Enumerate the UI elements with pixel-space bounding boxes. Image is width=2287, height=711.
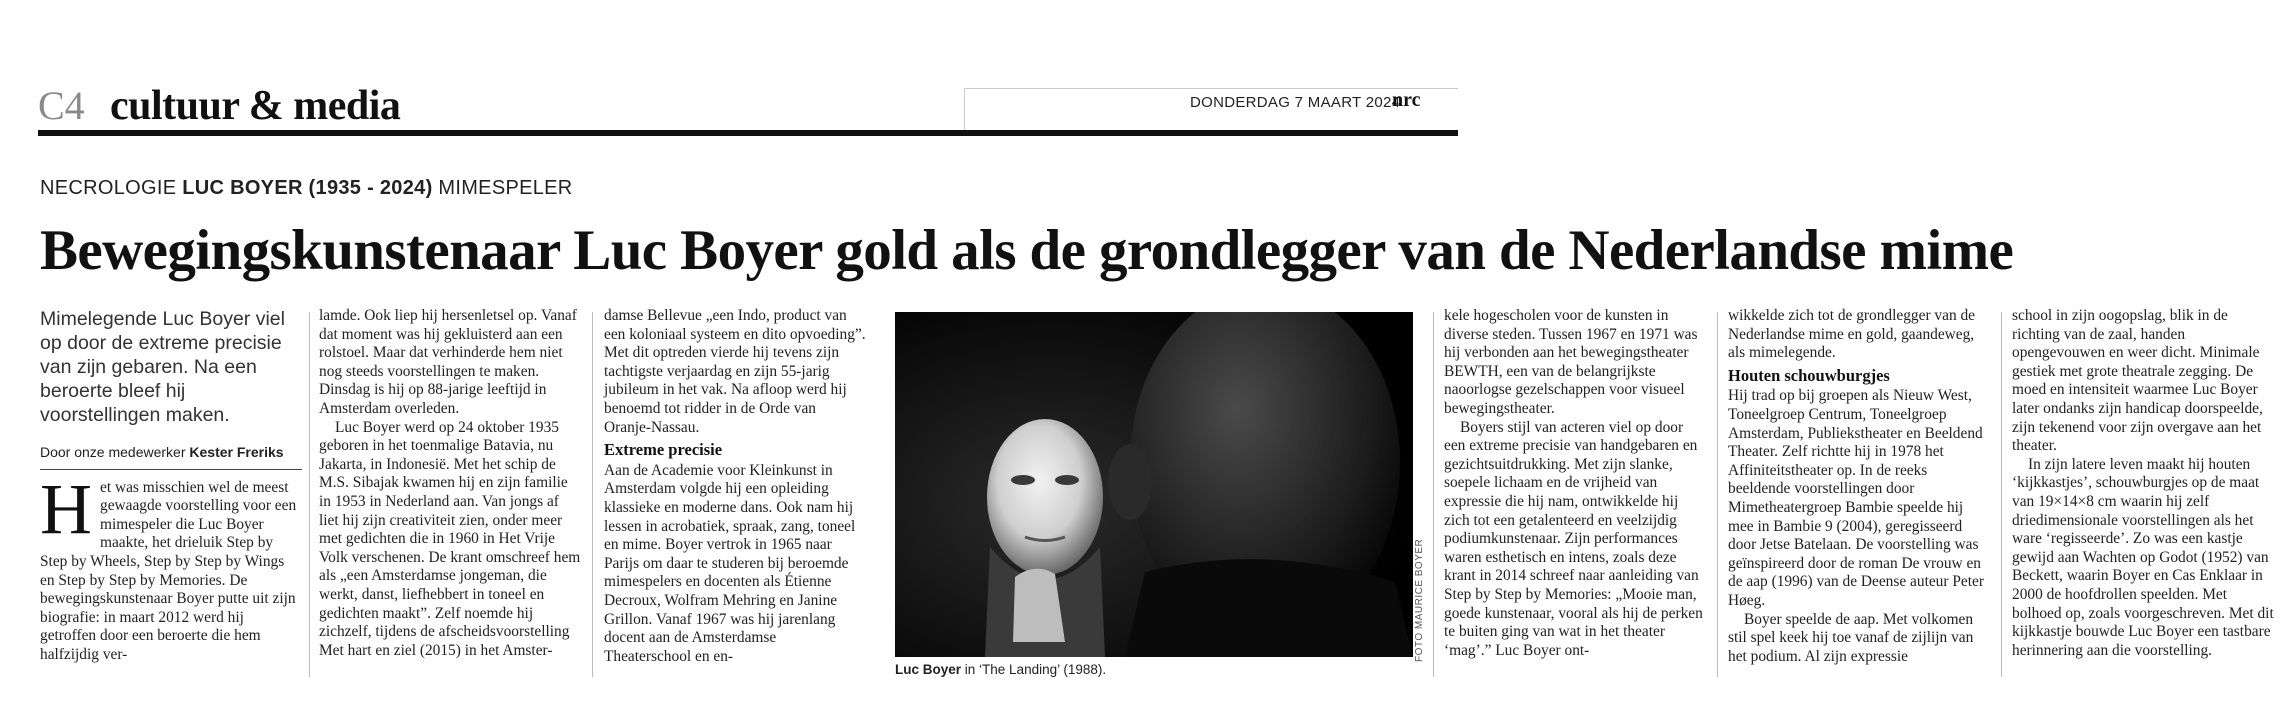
paragraph: Boyer speelde de aap. Met volkomen stil spel keek hij toe vanaf de zijlijn van het podium. Al zijn expressie: [1728, 610, 1974, 665]
section-title: cultuur & media: [110, 83, 401, 129]
header-rule: [38, 130, 1458, 136]
column-3: [604, 307, 866, 666]
kicker-role: MIMESPELER: [438, 177, 573, 199]
kicker-label: NECROLOGIE: [40, 177, 177, 199]
paragraph: Luc Boyer werd op 24 oktober 1935 geboren in het toenmalige Batavia, nu Jakarta, in Indonesië. Met het schip de M.S. Sibajak kwamen hij en zijn familie in 1953 in Nederland aan. Van jongs af liet hij zijn creativiteit zien, onder meer met gedichten die in 1960 in Het Vrije Volk verschenen. De krant omschreef hem als „een Amsterdamse jongeman, die werkt, danst, liefhebbert in toneel en gedichten maakt”. Zelf noemde hij zichzelf, tijdens de afscheidsvoorstelling Met hart en ziel (2015) in het Amster-: [319, 418, 581, 659]
column-divider: [309, 312, 310, 677]
intro-text: Mimelegende Luc Boyer viel op door de extreme precisie van zijn gebaren. Na een beroerte bleef hij voorstellingen maken.: [40, 308, 285, 426]
photo-illustration: [895, 312, 1413, 657]
byline-author: Kester Freriks: [189, 444, 284, 460]
drop-cap: H: [40, 468, 92, 549]
article-opening: [40, 468, 302, 665]
headline: Bewegingskunstenaar Luc Boyer gold als de grondlegger van de Nederlandse mime: [40, 219, 2014, 282]
byline: [40, 443, 302, 470]
column-5: [1444, 307, 1706, 660]
column-divider: [2001, 312, 2002, 677]
column-2: [319, 307, 581, 660]
column-7: [2012, 307, 2274, 660]
photo-caption: [895, 662, 1106, 677]
issue-date: DONDERDAG 7 MAART 2024: [1190, 94, 1401, 111]
caption-name: Luc Boyer: [895, 662, 962, 677]
subheading: Extreme precisie: [604, 440, 723, 460]
kicker: [40, 177, 573, 200]
paragraph: Hij trad op bij groepen als Nieuw West, Toneelgroep Centrum, Toneelgroep Amsterdam, Publiekstheater en Beeldend Theater. Zelf richtte hij in 1978 het Affiniteitstheater op. In de reeks beeldende voorstellingen door Mimetheatergroep Bambie speelde hij mee in Bambie 9 (2004), geregisseerd door Jetse Batelaan. De voorstelling was geïnspireerd door de roman De vrouw en de aap (1996) van de Deense auteur Peter Høeg.: [1728, 387, 1984, 609]
column-1: [40, 307, 302, 665]
subheading: Houten schouwburgjes: [1728, 365, 1890, 385]
kicker-name: LUC BOYER (1935 - 2024): [182, 177, 433, 199]
column-divider: [1717, 312, 1718, 677]
paragraph: school in zijn oogopslag, blik in de richting van de zaal, handen opengevouwen en weer dicht. Minimale gestiek met grote theatrale zegging. De moed en intensiteit waarmee Luc Boyer later ondanks zijn handicap doorspeelde, zijn tekenend voor zijn overgave aan het theater.: [2012, 307, 2263, 455]
photo-credit: FOTO MAURICE BOYER: [1414, 538, 1425, 662]
column-6: [1728, 307, 1990, 666]
paragraph: In zijn latere leven maakt hij houten ‘kijkkastjes’, schouwburgjes op de maat van 19×14×8 cm waarin hij zelf driedimensionale voorstellingen als het ware ‘regisseerde’. Zo was een kastje gewijd aan Wachten op Godot (1952) van Beckett, waarin Boyer en Cas Enklaar in 2000 de hoofdrollen speelden. Met bolhoed op, zoals voorgeschreven. Met dit kijkkastje bouwde Luc Boyer een tastbare herinnering aan die voorstelling.: [2012, 455, 2274, 659]
paragraph: Aan de Academie voor Kleinkunst in Amsterdam volgde hij een opleiding klassieke en moderne dans. Ook nam hij lessen in acrobatiek, spraak, zang, toneel en mime. Boyer vertrok in 1965 naar Parijs om daar te studeren bij beroemde mimespelers en docenten als Étienne Decroux, Wolfram Mehring en Janine Grillon. Vanaf 1967 was hij jarenlang docent aan de Amsterdamse Theaterschool en en-: [604, 461, 856, 665]
paragraph: wikkelde zich tot de grondlegger van de Nederlandse mime en gold, gaandeweg, als mimelegende.: [1728, 307, 1976, 362]
page-number: C4: [38, 83, 85, 128]
caption-text: in ‘The Landing’ (1988).: [961, 662, 1107, 677]
byline-prefix: Door onze medewerker: [40, 444, 186, 460]
paragraph: Boyers stijl van acteren viel op door een extreme precisie van handgebaren en gezichtsuitdrukking. Met zijn slanke, soepele lichaam en de vrijheid van expressie die hij nam, ontwikkelde hij zich tot een getalenteerd en veelzijdig podiumkunstenaar. Zijn performances waren esthetisch en intens, zoals deze krant in 2014 schreef naar aanleiding van Step by Step by Memories: „Mooie man, goede kunstenaar, vooral als hij de perken te buiten ging van wat in het theater ‘mag’.” Luc Boyer ont-: [1444, 418, 1703, 659]
column-divider: [1433, 312, 1434, 677]
paragraph: damse Bellevue „een Indo, product van een koloniaal systeem en dito opvoeding”. Met dit optreden vierde hij tevens zijn tachtigste verjaardag en zijn 55-jarig jubileum in het vak. Na afloop werd hij benoemd tot ridder in de Orde van Oranje-Nassau.: [604, 307, 866, 436]
paragraph: et was misschien wel de meest gewaagde voorstelling voor een mimespeler die Luc Boyer maakte, het drieluik Step by Step by Wheels, Step by Step by Wings en Step by Step by Memories. De bewegingskunstenaar Boyer putte uit zijn biografie: in maart 2012 werd hij getroffen door een beroerte die hem halfzijdig ver-: [40, 478, 297, 663]
paragraph: lamde. Ook liep hij hersenletsel op. Vanaf dat moment was hij gekluisterd aan een rolstoel. Maar dat verhinderde hem niet nog steeds voorstellingen te maken. Dinsdag is hij op 88-jarige leeftijd in Amsterdam overleden.: [319, 307, 577, 417]
newspaper-logo: nrc: [1392, 89, 1421, 111]
article-photo: [895, 312, 1413, 657]
column-divider: [592, 312, 593, 677]
paragraph: kele hogescholen voor de kunsten in diverse steden. Tussen 1967 en 1971 was hij verbonden aan het bewegingstheater BEWTH, een van de belangrijkste naoorlogse gezelschappen voor visueel bewegingstheater.: [1444, 307, 1698, 417]
